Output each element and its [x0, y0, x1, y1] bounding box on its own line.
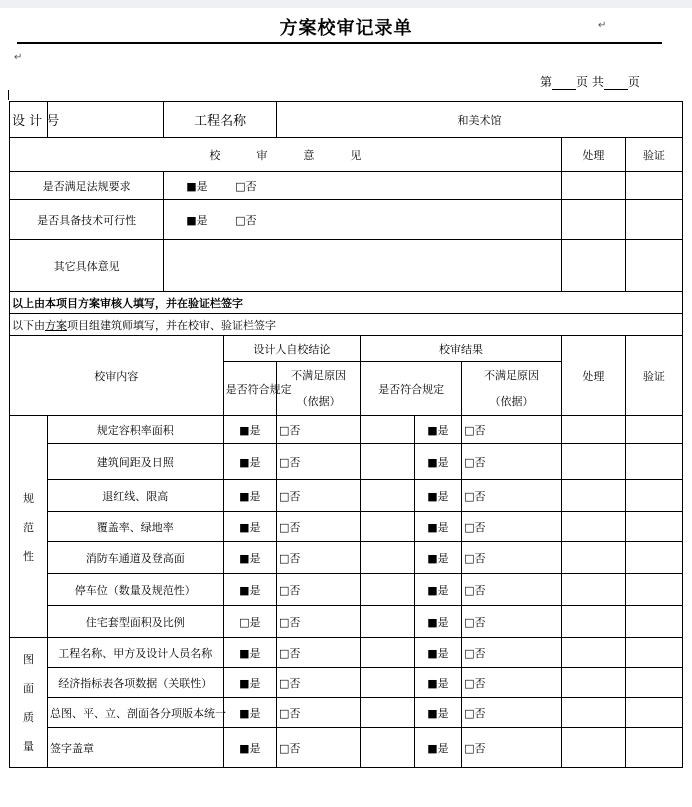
result-no-checkbox[interactable]: □否	[462, 574, 562, 606]
check-row	[10, 542, 683, 574]
title-rule	[17, 42, 662, 44]
check-content-header: 校审内容	[10, 336, 224, 416]
verify-cell[interactable]	[625, 240, 682, 292]
self-reason-cell[interactable]	[361, 480, 414, 512]
page-number: 第 页 共 页	[540, 75, 640, 89]
check-row	[10, 698, 683, 728]
review-row-options	[164, 200, 562, 240]
result-yes-checkbox[interactable]: ■是	[414, 606, 461, 638]
handle-header: 处理	[561, 138, 625, 172]
self-yes-checkbox[interactable]: ■是	[223, 638, 276, 668]
handle-cell[interactable]	[561, 240, 625, 292]
check-row	[10, 606, 683, 638]
check-item-name: 规定容积率面积	[47, 416, 223, 444]
review-row-options	[164, 172, 562, 200]
self-no-checkbox[interactable]: □否	[277, 542, 361, 574]
handle-cell[interactable]	[561, 416, 625, 444]
handle-cell[interactable]	[561, 728, 625, 768]
self-reason-cell[interactable]	[361, 668, 414, 698]
check-row	[10, 728, 683, 768]
verify-cell[interactable]	[625, 542, 682, 574]
check-row	[10, 416, 683, 444]
no-checkbox[interactable]: □否	[235, 179, 257, 193]
handle-cell[interactable]	[561, 574, 625, 606]
result-no-checkbox[interactable]: □否	[462, 638, 562, 668]
self-no-checkbox[interactable]: □否	[277, 444, 361, 480]
self-no-checkbox[interactable]: □否	[277, 574, 361, 606]
self-yes-checkbox[interactable]: ■是	[223, 728, 276, 768]
review-result-header: 校审结果	[361, 336, 562, 362]
result-yes-checkbox[interactable]: ■是	[414, 574, 461, 606]
verify-cell[interactable]	[625, 668, 682, 698]
result-yes-checkbox[interactable]: ■是	[414, 416, 461, 444]
verify-cell[interactable]	[625, 416, 682, 444]
design-no-label: 设 计 号	[10, 102, 48, 138]
result-yes-checkbox[interactable]: ■是	[414, 480, 461, 512]
result-no-checkbox[interactable]: □否	[462, 606, 562, 638]
self-no-checkbox[interactable]: □否	[277, 698, 361, 728]
self-reason-cell[interactable]	[361, 728, 414, 768]
check-row	[10, 668, 683, 698]
result-no-checkbox[interactable]: □否	[462, 668, 562, 698]
check-item-name: 消防车通道及登高面	[47, 542, 223, 574]
self-yes-checkbox[interactable]: ■是	[223, 416, 276, 444]
self-yes-checkbox[interactable]: ■是	[223, 444, 276, 480]
handle-cell[interactable]	[561, 638, 625, 668]
handle-cell[interactable]	[561, 542, 625, 574]
handle-cell[interactable]	[561, 200, 625, 240]
review-row-label: 是否满足法规要求	[10, 172, 164, 200]
review-row	[10, 200, 683, 240]
yes-checkbox[interactable]: ■是	[186, 213, 208, 227]
self-yes-checkbox[interactable]: ■是	[223, 480, 276, 512]
self-yes-checkbox[interactable]: □是	[223, 606, 276, 638]
paragraph-mark: ↵	[598, 20, 607, 31]
self-yes-checkbox[interactable]: ■是	[223, 668, 276, 698]
self-reason-cell[interactable]	[361, 698, 414, 728]
note-architect: 以下由方案项目组建筑师填写，并在校审、验证栏签字	[10, 314, 683, 336]
verify-cell[interactable]	[625, 574, 682, 606]
group-label-standard: 规 范 性	[10, 416, 48, 638]
note-reviewer: 以上由本项目方案审核人填写，并在验证栏签字	[10, 292, 683, 314]
self-reason-cell[interactable]	[361, 638, 414, 668]
result-no-checkbox[interactable]: □否	[462, 416, 562, 444]
review-title-row	[10, 138, 683, 172]
self-yes-checkbox[interactable]: ■是	[223, 574, 276, 606]
self-reason-header: 不满足原因 （依据）	[277, 362, 361, 416]
verify-header: 验证	[625, 336, 682, 416]
group-label-drawing-quality: 图 面 质 量	[10, 638, 48, 768]
self-reason-cell[interactable]	[361, 574, 414, 606]
margin-line	[8, 90, 9, 100]
design-no-value	[47, 102, 163, 138]
check-item-name: 签字盖章	[47, 728, 223, 768]
other-opinion-field[interactable]	[164, 240, 562, 292]
check-row	[10, 444, 683, 480]
self-no-checkbox[interactable]: □否	[277, 668, 361, 698]
project-name-value: 和美术馆	[277, 102, 683, 138]
self-reason-cell[interactable]	[361, 606, 414, 638]
check-row	[10, 638, 683, 668]
check-item-name: 总图、平、立、剖面各分项版本统一	[47, 698, 223, 728]
note-row	[10, 292, 683, 314]
title-text: 方案校审记录单	[279, 18, 413, 39]
verify-header: 验证	[625, 138, 682, 172]
self-yes-checkbox[interactable]: ■是	[223, 698, 276, 728]
verify-cell[interactable]	[625, 606, 682, 638]
verify-cell[interactable]	[625, 480, 682, 512]
handle-header: 处理	[561, 336, 625, 416]
handle-cell[interactable]	[561, 668, 625, 698]
self-reason-cell[interactable]	[361, 542, 414, 574]
verify-cell[interactable]	[625, 512, 682, 542]
handle-cell[interactable]	[561, 698, 625, 728]
result-yes-checkbox[interactable]: ■是	[414, 728, 461, 768]
review-row	[10, 172, 683, 200]
project-name-label: 工程名称	[164, 102, 277, 138]
result-no-checkbox[interactable]: □否	[462, 480, 562, 512]
result-yes-checkbox[interactable]: ■是	[414, 542, 461, 574]
yes-checkbox[interactable]: ■是	[186, 179, 208, 193]
result-no-checkbox[interactable]: □否	[462, 542, 562, 574]
check-item-name: 覆盖率、绿地率	[47, 512, 223, 542]
result-yes-checkbox[interactable]: ■是	[414, 668, 461, 698]
self-check-header: 设计人自校结论	[223, 336, 361, 362]
handle-cell[interactable]	[561, 444, 625, 480]
check-row	[10, 512, 683, 542]
check-item-name: 退红线、限高	[47, 480, 223, 512]
self-reason-cell[interactable]	[361, 444, 414, 480]
handle-cell[interactable]	[561, 480, 625, 512]
review-record-table	[9, 101, 683, 768]
self-reason-cell[interactable]	[361, 416, 414, 444]
check-row	[10, 574, 683, 606]
document-title	[0, 14, 692, 40]
result-no-checkbox[interactable]: □否	[462, 728, 562, 768]
verify-cell[interactable]	[625, 638, 682, 668]
self-comply-header: 是否符合规定	[223, 362, 276, 416]
review-row	[10, 240, 683, 292]
check-item-name: 停车位（数量及规范性）	[47, 574, 223, 606]
handle-cell[interactable]	[561, 172, 625, 200]
self-no-checkbox[interactable]: □否	[277, 416, 361, 444]
result-reason-header: 不满足原因 （依据）	[462, 362, 562, 416]
review-opinion-title: 校 审 意 见	[10, 138, 562, 172]
self-no-checkbox[interactable]: □否	[277, 512, 361, 542]
handle-cell[interactable]	[561, 512, 625, 542]
verify-cell[interactable]	[625, 728, 682, 768]
result-yes-checkbox[interactable]: ■是	[414, 444, 461, 480]
verify-cell[interactable]	[625, 172, 682, 200]
result-yes-checkbox[interactable]: ■是	[414, 698, 461, 728]
result-yes-checkbox[interactable]: ■是	[414, 638, 461, 668]
note-row	[10, 314, 683, 336]
paragraph-mark: ↵	[14, 52, 23, 63]
no-checkbox[interactable]: □否	[235, 213, 257, 227]
result-yes-checkbox[interactable]: ■是	[414, 512, 461, 542]
check-item-name: 工程名称、甲方及设计人员名称	[47, 638, 223, 668]
self-no-checkbox[interactable]: □否	[277, 480, 361, 512]
self-yes-checkbox[interactable]: ■是	[223, 512, 276, 542]
self-no-checkbox[interactable]: □否	[277, 606, 361, 638]
check-item-name: 建筑间距及日照	[47, 444, 223, 480]
result-no-checkbox[interactable]: □否	[462, 698, 562, 728]
result-no-checkbox[interactable]: □否	[462, 512, 562, 542]
check-item-name: 住宅套型面积及比例	[47, 606, 223, 638]
handle-cell[interactable]	[561, 606, 625, 638]
check-header-row	[10, 336, 683, 362]
self-reason-cell[interactable]	[361, 512, 414, 542]
header-row	[10, 102, 683, 138]
result-no-checkbox[interactable]: □否	[462, 444, 562, 480]
review-row-label: 是否具备技术可行性	[10, 200, 164, 240]
check-row	[10, 480, 683, 512]
self-no-checkbox[interactable]: □否	[277, 728, 361, 768]
self-yes-checkbox[interactable]: ■是	[223, 542, 276, 574]
verify-cell[interactable]	[625, 698, 682, 728]
top-bar	[0, 0, 692, 8]
verify-cell[interactable]	[625, 444, 682, 480]
review-row-label: 其它具体意见	[10, 240, 164, 292]
self-no-checkbox[interactable]: □否	[277, 638, 361, 668]
result-comply-header: 是否符合规定	[361, 362, 462, 416]
check-item-name: 经济指标表各项数据（关联性）	[47, 668, 223, 698]
verify-cell[interactable]	[625, 200, 682, 240]
